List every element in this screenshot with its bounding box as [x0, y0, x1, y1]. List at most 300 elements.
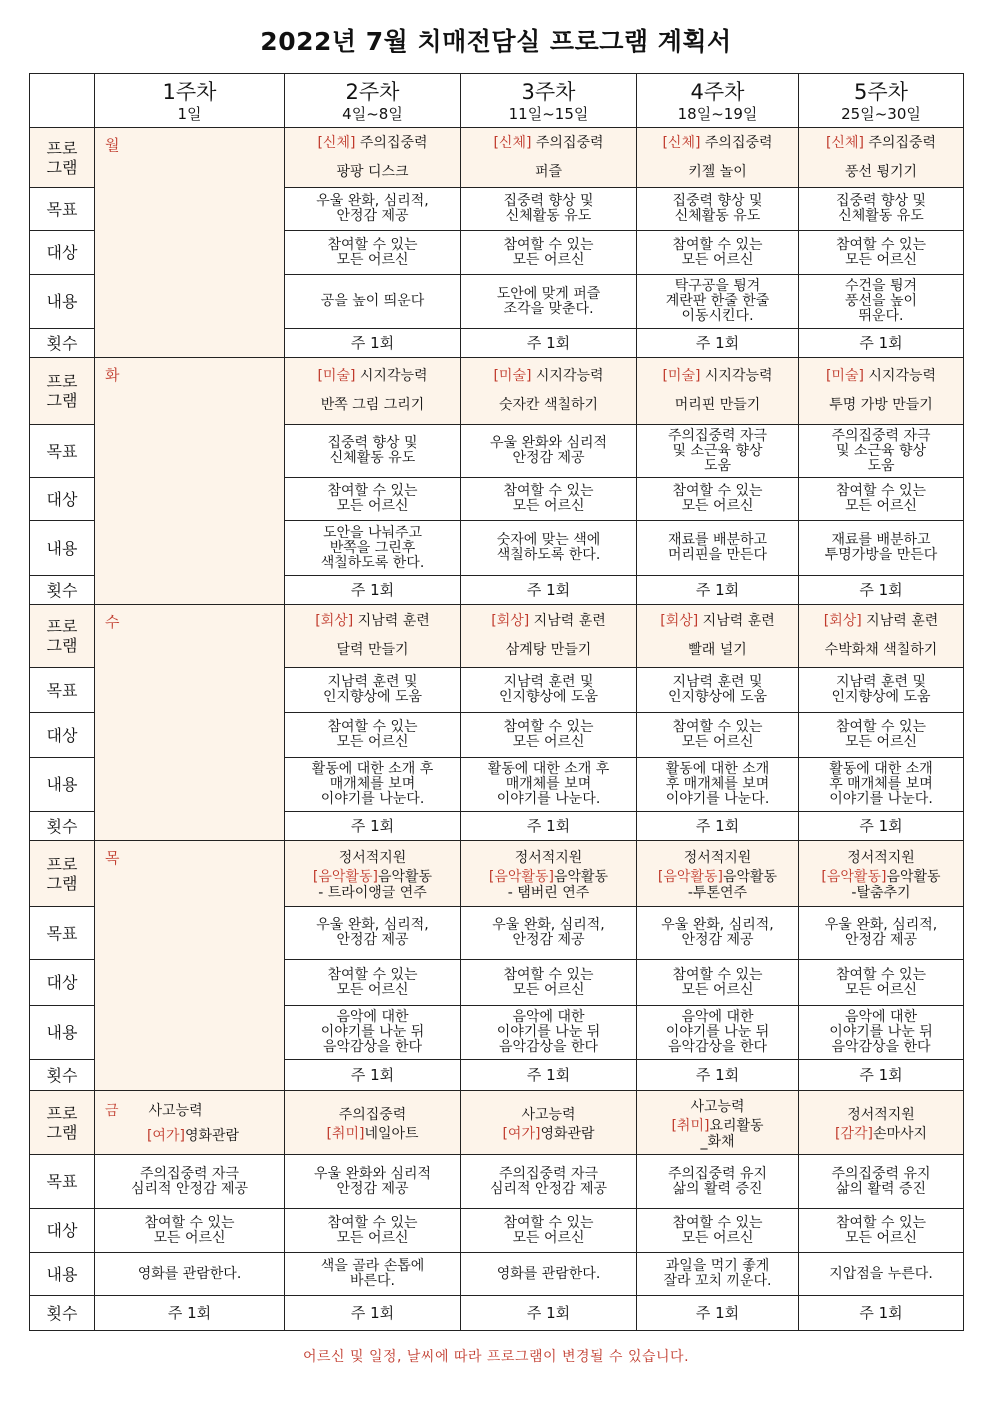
content-cell [637, 521, 799, 576]
footer-note: 어르신 및 일정, 날씨에 따라 프로그램이 변경될 수 있습니다. [302, 1349, 690, 1365]
cell-text: 주 1회 [526, 333, 571, 352]
program-title: 음악활동 - 탬버린 연주 [507, 868, 609, 901]
program-area: 지남력 훈련 [866, 613, 939, 629]
freq-cell [461, 576, 637, 605]
program-cell [637, 841, 799, 907]
cell-text: 주 1회 [859, 816, 903, 835]
program-category: [여가] [502, 1125, 541, 1142]
program-cell [461, 128, 637, 188]
freq-cell [285, 329, 461, 358]
program-area-line [105, 1098, 281, 1124]
program-title: 수박화채 색칠하기 [824, 642, 938, 658]
program-cell [799, 841, 964, 907]
content-cell [637, 1253, 799, 1296]
cell-text: 주 1회 [350, 580, 395, 599]
row-label-target [30, 960, 95, 1006]
program-title: 달력 만들기 [336, 642, 409, 658]
label-text: 목표 [46, 199, 78, 219]
program-area: 시지각능력 [359, 368, 428, 384]
program-header-line [802, 366, 960, 386]
goal-cell [461, 907, 637, 960]
label-text: 프로 그램 [46, 1103, 78, 1142]
cell-text: 숫자에 맞는 색에 색칠하도록 한다. [496, 532, 601, 563]
program-area: 주의집중력 [535, 134, 604, 151]
program-cell [285, 1091, 461, 1155]
program-cell [799, 358, 964, 425]
freq-cell [285, 1060, 461, 1091]
freq-cell [799, 1060, 964, 1091]
goal-cell [637, 907, 799, 960]
row-label-freq [30, 329, 95, 358]
target-cell [285, 1209, 461, 1253]
program-cell [461, 1091, 637, 1155]
goal-cell [637, 188, 799, 231]
target-cell [461, 478, 637, 521]
content-cell [285, 1006, 461, 1060]
cell-text: 재료를 배분하고 투명가방을 만든다 [824, 532, 938, 563]
week-name: 5주차 [854, 79, 908, 104]
program-area: 정서적지원 [847, 1106, 915, 1123]
program-area: 시지각능력 [535, 368, 604, 384]
program-area: 시지각능력 [704, 368, 773, 384]
cell-text: 참여할 수 있는 모든 어르신 [503, 1214, 594, 1246]
cell-text: 참여할 수 있는 모든 어르신 [503, 236, 594, 268]
day-cell [95, 128, 285, 358]
program-area: 정서적지원 [514, 849, 583, 866]
cell-text: 우울 완화, 심리적, 안정감 제공 [316, 193, 429, 224]
program-category: [취미] [671, 1117, 710, 1134]
goal-cell [461, 188, 637, 231]
freq-cell [637, 812, 799, 841]
cell-text: 우울 완화, 심리적, 안정감 제공 [661, 917, 774, 948]
goal-cell [95, 1155, 285, 1209]
program-cell [637, 605, 799, 668]
label-text: 대상 [46, 725, 78, 745]
cell-text: 주의집중력 자극 심리적 안정감 제공 [489, 1165, 608, 1197]
program-title: 키젤 놀이 [688, 163, 747, 180]
week-header [799, 74, 964, 128]
content-cell [285, 758, 461, 812]
cell-text: 주 1회 [350, 1303, 395, 1322]
row-freq [30, 1296, 964, 1331]
freq-cell [799, 812, 964, 841]
cell-text: 주 1회 [859, 333, 903, 352]
program-title: 반쪽 그림 그리기 [320, 397, 425, 413]
label-text: 대상 [46, 973, 78, 992]
cell-text: 우울 완화, 심리적, 안정감 제공 [316, 917, 429, 948]
program-cell [461, 358, 637, 425]
label-text: 횟수 [46, 333, 78, 353]
label-text: 횟수 [46, 580, 78, 600]
cell-text: 주 1회 [695, 580, 740, 599]
program-header-line [464, 133, 633, 153]
program-title: 영화관람 [540, 1125, 595, 1142]
program-category: [음악활동] [821, 868, 887, 885]
row-label-freq [30, 1060, 95, 1091]
row-label-program [30, 841, 95, 907]
goal-cell [285, 1155, 461, 1209]
program-cell [799, 605, 964, 668]
cell-text: 참여할 수 있는 모든 어르신 [835, 966, 927, 998]
program-title: 네일아트 [364, 1125, 419, 1142]
program-cell [285, 841, 461, 907]
program-area: 시지각능력 [868, 368, 937, 384]
target-cell [637, 478, 799, 521]
row-label-program [30, 128, 95, 188]
freq-cell [461, 812, 637, 841]
day-label: 금 [105, 1102, 119, 1119]
program-title-line [802, 869, 960, 901]
program-cell [95, 1091, 285, 1155]
cell-text: 참여할 수 있는 모든 어르신 [327, 719, 418, 750]
program-area: 지남력 훈련 [533, 613, 606, 629]
cell-text: 참여할 수 있는 모든 어르신 [327, 966, 418, 998]
target-cell [461, 960, 637, 1006]
label-text: 횟수 [46, 1303, 78, 1323]
freq-cell [799, 576, 964, 605]
row-label-content [30, 1253, 95, 1296]
program-header-line [464, 611, 633, 631]
week-dates: 25일~30일 [841, 104, 921, 123]
program-category: [회상] [660, 613, 699, 629]
day-cell [95, 605, 285, 841]
program-category: [미술] [493, 368, 532, 384]
content-cell [799, 275, 964, 329]
content-cell [799, 521, 964, 576]
goal-cell [637, 668, 799, 713]
program-title-line [464, 1126, 633, 1142]
day-label: 수 [105, 613, 120, 631]
content-cell [285, 275, 461, 329]
cell-text: 주의집중력 자극 심리적 안정감 제공 [130, 1165, 249, 1197]
week-name: 2주차 [345, 79, 400, 104]
program-title: 영화관람 [184, 1127, 240, 1144]
freq-cell [637, 1296, 799, 1331]
target-cell [285, 231, 461, 275]
row-goal [30, 1155, 964, 1209]
program-category: [감각] [834, 1125, 873, 1142]
program-category: [회상] [823, 613, 862, 629]
cell-text: 주 1회 [695, 816, 740, 835]
goal-cell [799, 668, 964, 713]
program-area: 지남력 훈련 [357, 613, 430, 629]
freq-cell [461, 1060, 637, 1091]
target-cell [799, 1209, 964, 1253]
cell-text: 집중력 향상 및 신체활동 유도 [503, 193, 594, 224]
row-label-freq [30, 1296, 95, 1331]
cell-text: 참여할 수 있는 모든 어르신 [327, 1214, 418, 1246]
target-cell [799, 960, 964, 1006]
program-category: [신체] [662, 134, 701, 151]
label-text: 내용 [46, 292, 78, 311]
target-cell [461, 713, 637, 758]
program-header-line [288, 366, 457, 386]
program-category: [음악활동] [657, 868, 723, 885]
cell-text: 참여할 수 있는 모든 어르신 [672, 966, 763, 998]
program-title: 음악활동 -투톤연주 [687, 868, 778, 901]
program-category: [음악활동] [488, 868, 554, 885]
row-label-content [30, 521, 95, 576]
program-title: 삼계탕 만들기 [505, 642, 592, 658]
program-area: 정서적지원 [847, 849, 915, 866]
program-title-line [640, 869, 795, 901]
row-label-goal [30, 907, 95, 960]
week-dates: 1일 [177, 104, 202, 123]
cell-text: 참여할 수 있는 모든 어르신 [835, 483, 927, 514]
program-header-line [640, 366, 795, 386]
row-label-target [30, 231, 95, 275]
row-label-goal [30, 1155, 95, 1209]
cell-text: 주 1회 [695, 1065, 740, 1084]
content-cell [285, 1253, 461, 1296]
cell-text: 참여할 수 있는 모든 어르신 [503, 966, 594, 998]
cell-text: 주 1회 [526, 1065, 571, 1084]
goal-cell [461, 1155, 637, 1209]
goal-cell [461, 668, 637, 713]
content-cell [799, 1253, 964, 1296]
freq-cell [95, 1296, 285, 1331]
program-area: 사고능력 [690, 1098, 745, 1115]
label-text: 대상 [46, 1221, 78, 1240]
row-label-target [30, 478, 95, 521]
row-label-program [30, 605, 95, 668]
program-category: [미술] [662, 368, 701, 384]
cell-text: 주 1회 [526, 580, 571, 599]
content-cell [461, 1253, 637, 1296]
label-text: 대상 [46, 243, 78, 262]
program-cell [461, 605, 637, 668]
page-title: 2022년 7월 치매전담실 프로그램 계획서 [260, 27, 732, 56]
cell-text: 음악에 대한 이야기를 나눈 뒤 음악감상을 한다 [320, 1009, 425, 1055]
program-category: [신체] [825, 134, 864, 151]
target-cell [637, 960, 799, 1006]
cell-text: 재료를 배분하고 머리핀을 만든다 [667, 532, 768, 563]
week-header [95, 74, 285, 128]
cell-text: 지압점을 누른다. [829, 1265, 933, 1282]
program-title-line [288, 1126, 457, 1142]
program-area: 정서적지원 [683, 849, 752, 866]
label-text: 프로 그램 [46, 617, 78, 655]
target-cell [461, 1209, 637, 1253]
cell-text: 영화를 관람한다. [137, 1265, 242, 1282]
label-text: 프로 그램 [46, 854, 78, 893]
cell-text: 참여할 수 있는 모든 어르신 [672, 1214, 763, 1246]
row-program [30, 605, 964, 668]
target-cell [285, 713, 461, 758]
target-cell [799, 478, 964, 521]
content-cell [461, 275, 637, 329]
cell-text: 음악에 대한 이야기를 나눈 뒤 음악감상을 한다 [829, 1009, 933, 1055]
program-category: [신체] [317, 134, 356, 151]
program-title: 음악활동 -탈춤추기 [851, 868, 941, 901]
row-label-freq [30, 812, 95, 841]
freq-cell [285, 576, 461, 605]
cell-text: 활동에 대한 소개 후 매개체를 보며 이야기를 나눈다. [487, 761, 610, 807]
program-cell [799, 1091, 964, 1155]
goal-cell [799, 425, 964, 478]
target-cell [285, 960, 461, 1006]
program-cell [799, 128, 964, 188]
cell-text: 집중력 향상 및 신체활동 유도 [835, 193, 927, 224]
goal-cell [285, 188, 461, 231]
content-cell [461, 758, 637, 812]
program-category: [회상] [315, 613, 354, 629]
label-text: 내용 [46, 538, 78, 558]
program-cell [637, 358, 799, 425]
program-category: [취미] [326, 1125, 365, 1142]
freq-cell [799, 329, 964, 358]
cell-text: 지남력 훈련 및 인지향상에 도움 [498, 674, 599, 705]
program-category: [회상] [491, 613, 530, 629]
cell-text: 주의집중력 자극 및 소근육 향상 도움 [667, 427, 768, 474]
cell-text: 활동에 대한 소개 후 매개체를 보며 이야기를 나눈다. [665, 761, 770, 807]
label-text: 대상 [46, 489, 78, 509]
program-table [29, 73, 964, 1331]
cell-text: 공을 높이 띄운다 [320, 293, 425, 309]
label-text: 목표 [46, 923, 78, 943]
corner-cell [30, 74, 95, 128]
goal-cell [799, 907, 964, 960]
cell-text: 참여할 수 있는 모든 어르신 [672, 236, 763, 268]
program-category: [미술] [317, 368, 356, 384]
program-title: 투명 가방 만들기 [829, 397, 933, 413]
label-text: 내용 [46, 1264, 78, 1284]
program-title: 빨래 널기 [688, 642, 747, 658]
program-category: [미술] [825, 368, 864, 384]
program-title-line [464, 869, 633, 901]
row-label-target [30, 713, 95, 758]
row-label-target [30, 1209, 95, 1253]
program-category: [음악활동] [312, 868, 378, 885]
program-area: 주의집중력 [704, 134, 773, 151]
label-text: 목표 [46, 441, 78, 461]
program-area: 주의집중력 [868, 134, 937, 151]
cell-text: 참여할 수 있는 모든 어르신 [503, 719, 594, 750]
program-title: 팡팡 디스크 [336, 163, 409, 180]
program-header-line [288, 133, 457, 153]
goal-cell [285, 668, 461, 713]
row-label-goal [30, 425, 95, 478]
target-cell [799, 231, 964, 275]
row-label-content [30, 758, 95, 812]
program-cell [285, 605, 461, 668]
content-cell [637, 275, 799, 329]
label-text: 내용 [46, 775, 78, 794]
row-label-freq [30, 576, 95, 605]
goal-cell [285, 425, 461, 478]
cell-text: 수건을 튕겨 풍선을 높이 뛰운다. [844, 278, 918, 324]
target-cell [637, 1209, 799, 1253]
program-title: 손마사지 [872, 1125, 928, 1142]
row-program [30, 358, 964, 425]
target-cell [799, 713, 964, 758]
cell-text: 도안을 나눠주고 반쪽을 그린후 색칠하도록 한다. [320, 524, 425, 571]
target-cell [637, 713, 799, 758]
cell-text: 지남력 훈련 및 인지향상에 도움 [322, 674, 423, 705]
goal-cell [637, 1155, 799, 1209]
cell-text: 도안에 맞게 퍼즐 조각을 맞춘다. [496, 285, 601, 317]
freq-cell [461, 329, 637, 358]
label-text: 목표 [46, 680, 78, 700]
cell-text: 집중력 향상 및 신체활동 유도 [327, 435, 418, 466]
cell-text: 주의집중력 자극 및 소근육 향상 도움 [831, 427, 931, 474]
row-label-goal [30, 188, 95, 231]
cell-text: 주 1회 [526, 816, 571, 835]
program-title-line [640, 1118, 795, 1150]
freq-cell [637, 576, 799, 605]
cell-text: 색을 골라 손톱에 바른다. [320, 1258, 425, 1289]
label-text: 프로 그램 [46, 372, 78, 410]
row-label-content [30, 275, 95, 329]
cell-text: 참여할 수 있는 모든 어르신 [503, 483, 594, 514]
program-title: 머리핀 만들기 [674, 397, 761, 413]
week-header [461, 74, 637, 128]
cell-text: 참여할 수 있는 모든 어르신 [327, 236, 418, 268]
cell-text: 주의집중력 유지 삶의 활력 증진 [667, 1165, 768, 1197]
row-content [30, 1253, 964, 1296]
label-text: 횟수 [46, 1065, 78, 1085]
week-header [637, 74, 799, 128]
label-text: 목표 [46, 1172, 78, 1191]
program-area: 사고능력 [148, 1102, 203, 1119]
cell-text: 주 1회 [859, 1065, 903, 1084]
week-dates: 18일~19일 [677, 104, 758, 123]
label-text: 횟수 [46, 816, 78, 836]
week-dates: 4일~8일 [342, 104, 403, 123]
program-title: 풍선 튕기기 [844, 163, 918, 180]
cell-text: 지남력 훈련 및 인지향상에 도움 [667, 674, 768, 705]
program-header-line [802, 611, 960, 631]
program-area: 지남력 훈련 [702, 613, 775, 629]
program-header-line [640, 611, 795, 631]
cell-text: 우울 완화, 심리적, 안정감 제공 [824, 917, 938, 948]
program-header-line [802, 133, 960, 153]
goal-cell [285, 907, 461, 960]
cell-text: 우울 완화와 심리적 안정감 제공 [489, 435, 608, 466]
cell-text: 주 1회 [859, 580, 903, 599]
week-name: 3주차 [521, 79, 576, 104]
cell-text: 주의집중력 유지 삶의 활력 증진 [831, 1165, 931, 1197]
cell-text: 주 1회 [695, 1303, 740, 1322]
cell-text: 음악에 대한 이야기를 나눈 뒤 음악감상을 한다 [665, 1009, 770, 1055]
freq-cell [637, 1060, 799, 1091]
content-cell [637, 1006, 799, 1060]
day-label: 목 [105, 849, 120, 867]
program-header-line [464, 366, 633, 386]
cell-text: 주 1회 [859, 1303, 903, 1322]
cell-text: 주 1회 [695, 333, 740, 352]
cell-text: 참여할 수 있는 모든 어르신 [327, 483, 418, 514]
day-cell [95, 358, 285, 605]
target-cell [461, 231, 637, 275]
freq-cell [285, 812, 461, 841]
freq-cell [637, 329, 799, 358]
cell-text: 주 1회 [350, 333, 395, 352]
day-label: 월 [105, 136, 120, 154]
goal-cell [799, 188, 964, 231]
week-name: 4주차 [690, 79, 745, 104]
target-cell [285, 478, 461, 521]
cell-text: 참여할 수 있는 모든 어르신 [835, 236, 927, 268]
row-program [30, 128, 964, 188]
target-cell [95, 1209, 285, 1253]
program-title-line [802, 1126, 960, 1142]
week-name: 1주차 [162, 79, 217, 104]
target-cell [637, 231, 799, 275]
day-cell [95, 841, 285, 1091]
cell-text: 음악에 대한 이야기를 나눈 뒤 음악감상을 한다 [496, 1009, 601, 1055]
freq-cell [461, 1296, 637, 1331]
